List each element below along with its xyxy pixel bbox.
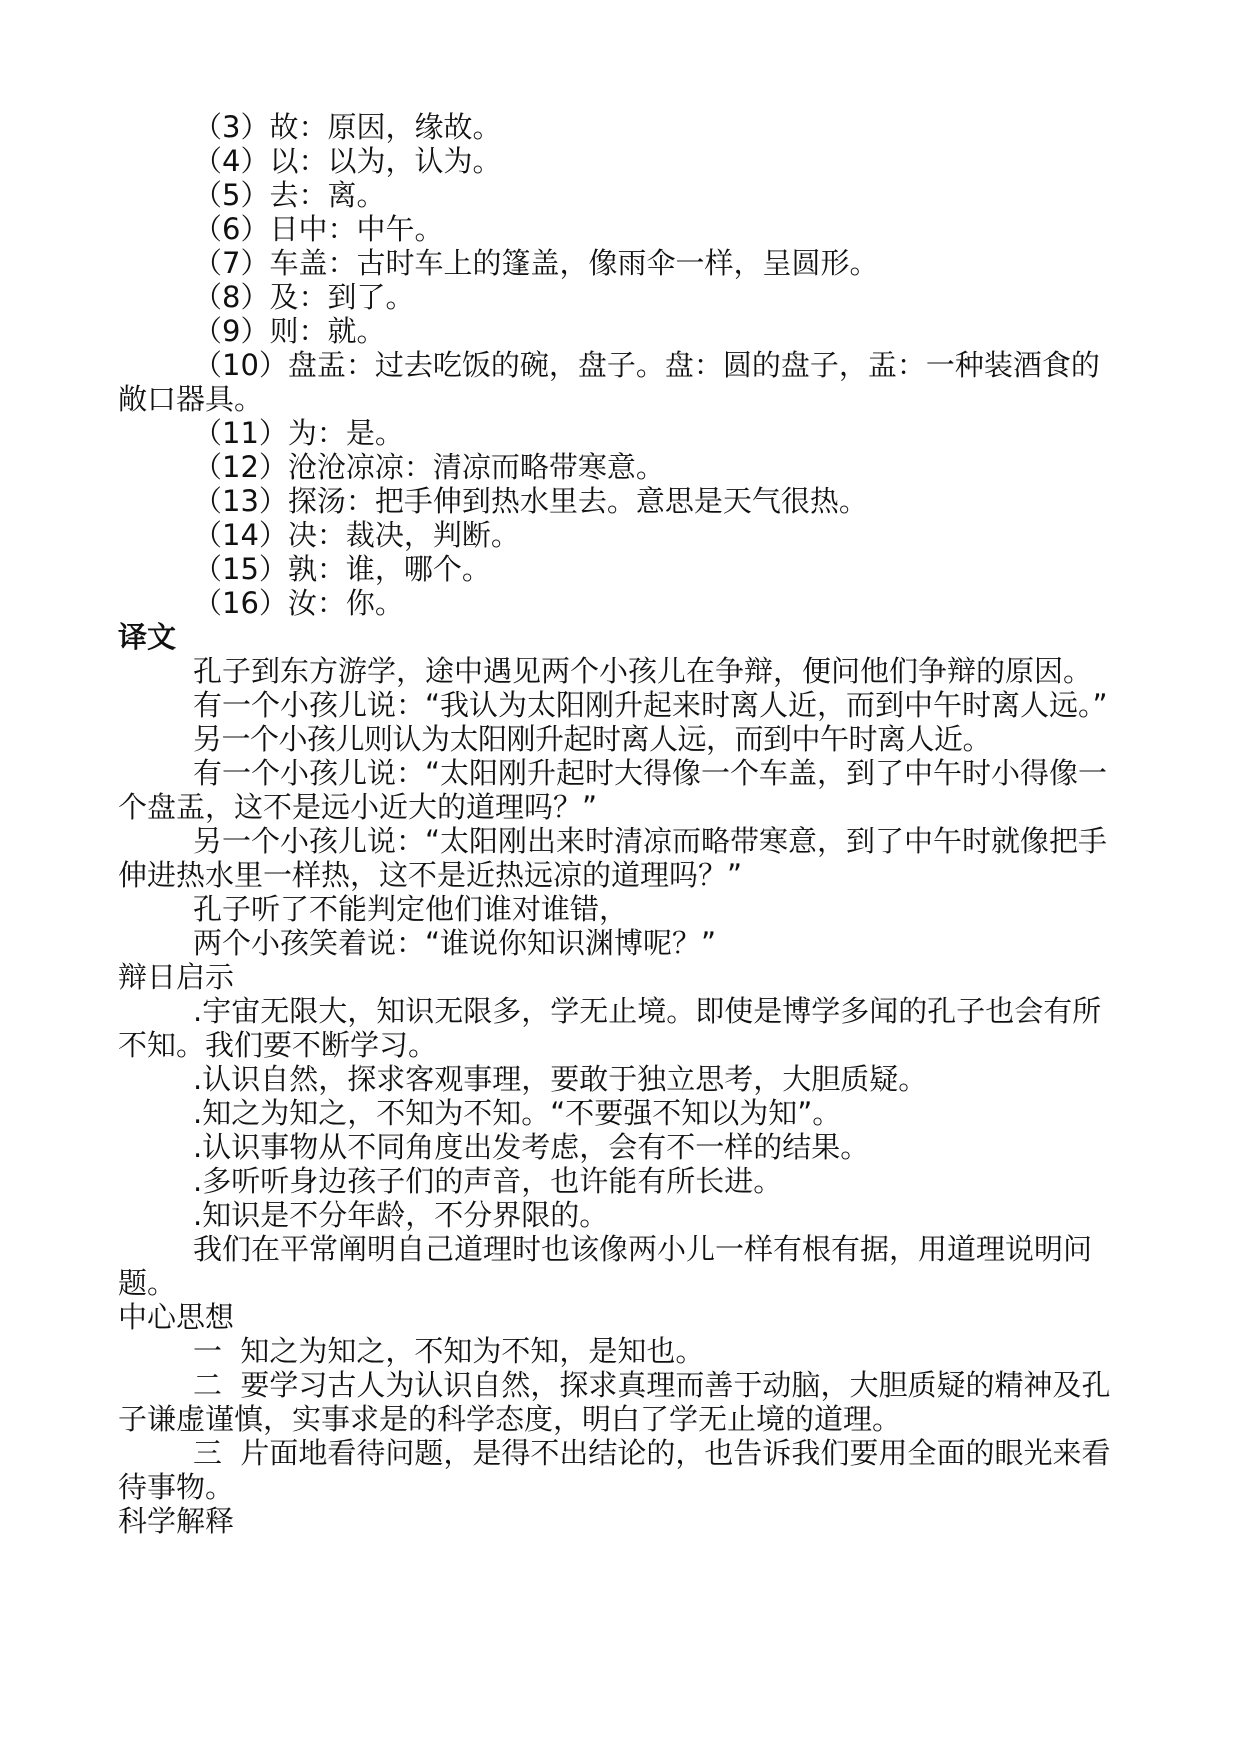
annotation-item: （13）探汤：把手伸到热水里去。意思是天气很热。	[193, 484, 868, 518]
annotation-item: （7）车盖：古时车上的篷盖，像雨伞一样，呈圆形。	[193, 246, 879, 280]
paragraph: 孔子到东方游学，途中遇见两个小孩儿在争辩，便问他们争辩的原因。	[193, 654, 1093, 688]
section-heading: 科学解释	[118, 1504, 235, 1538]
central-idea-section	[118, 1300, 1128, 1504]
section-heading: 译文	[118, 620, 177, 654]
section-heading: 中心思想	[118, 1300, 235, 1334]
paragraph: .认识自然，探求客观事理，要敢于独立思考，大胆质疑。	[193, 1062, 928, 1096]
paragraph: 有一个小孩儿说：“太阳刚升起时大得像一个车盖，到了中午时小得像一个盘盂，这不是远小近大的道理吗？”	[118, 756, 1108, 824]
paragraph: .多听听身边孩子们的声音，也许能有所长进。	[193, 1164, 783, 1198]
annotation-item: （4）以：以为，认为。	[193, 144, 502, 178]
annotation-item: （16）汝：你。	[193, 586, 404, 620]
paragraph: .认识事物从不同角度出发考虑，会有不一样的结果。	[193, 1130, 870, 1164]
translation-section	[118, 620, 1128, 960]
annotation-item: （8）及：到了。	[193, 280, 415, 314]
annotation-item: （9）则：就。	[193, 314, 386, 348]
annotation-list	[118, 110, 1128, 620]
paragraph: 三 片面地看待问题，是得不出结论的，也告诉我们要用全面的眼光来看待事物。	[118, 1436, 1111, 1504]
annotation-item: （12）沧沧凉凉：清凉而略带寒意。	[193, 450, 665, 484]
paragraph: 另一个小孩儿说：“太阳刚出来时清凉而略带寒意，到了中午时就像把手伸进热水里一样热，这不是近热远凉的道理吗？”	[118, 824, 1108, 892]
insights-section	[118, 960, 1128, 1300]
paragraph: .知之为知之，不知为不知。“不要强不知以为知”。	[193, 1096, 842, 1130]
annotation-item: （5）去：离。	[193, 178, 386, 212]
annotation-item: （10）盘盂：过去吃饭的碗，盘子。盘：圆的盘子，盂：一种装酒食的敞口器具。	[118, 348, 1100, 416]
document-page	[118, 110, 1128, 1538]
paragraph: 孔子听了不能判定他们谁对谁错，	[193, 892, 629, 926]
paragraph: .知识是不分年龄，不分界限的。	[193, 1198, 609, 1232]
paragraph: 二 要学习古人为认识自然，探求真理而善于动脑，大胆质疑的精神及孔子谦虚谨慎，实事求是的科学态度，明白了学无止境的道理。	[118, 1368, 1111, 1436]
paragraph: 有一个小孩儿说：“我认为太阳刚升起来时离人近，而到中午时离人远。”	[193, 688, 1108, 722]
science-section	[118, 1504, 1128, 1538]
annotation-item: （6）日中：中午。	[193, 212, 444, 246]
paragraph: 我们在平常阐明自己道理时也该像两小儿一样有根有据，用道理说明问题。	[118, 1232, 1093, 1300]
paragraph: 一 知之为知之，不知为不知，是知也。	[193, 1334, 705, 1368]
paragraph: 另一个小孩儿则认为太阳刚升起时离人远，而到中午时离人近。	[193, 722, 992, 756]
annotation-item: （11）为：是。	[193, 416, 404, 450]
paragraph: 两个小孩笑着说：“谁说你知识渊博呢？”	[193, 926, 717, 960]
paragraph: .宇宙无限大，知识无限多，学无止境。即使是博学多闻的孔子也会有所不知。我们要不断学习。	[118, 994, 1102, 1062]
annotation-item: （15）孰：谁，哪个。	[193, 552, 491, 586]
annotation-item: （14）决：裁决，判断。	[193, 518, 520, 552]
section-heading: 辩日启示	[118, 960, 235, 994]
annotation-item: （3）故：原因，缘故。	[193, 110, 502, 144]
